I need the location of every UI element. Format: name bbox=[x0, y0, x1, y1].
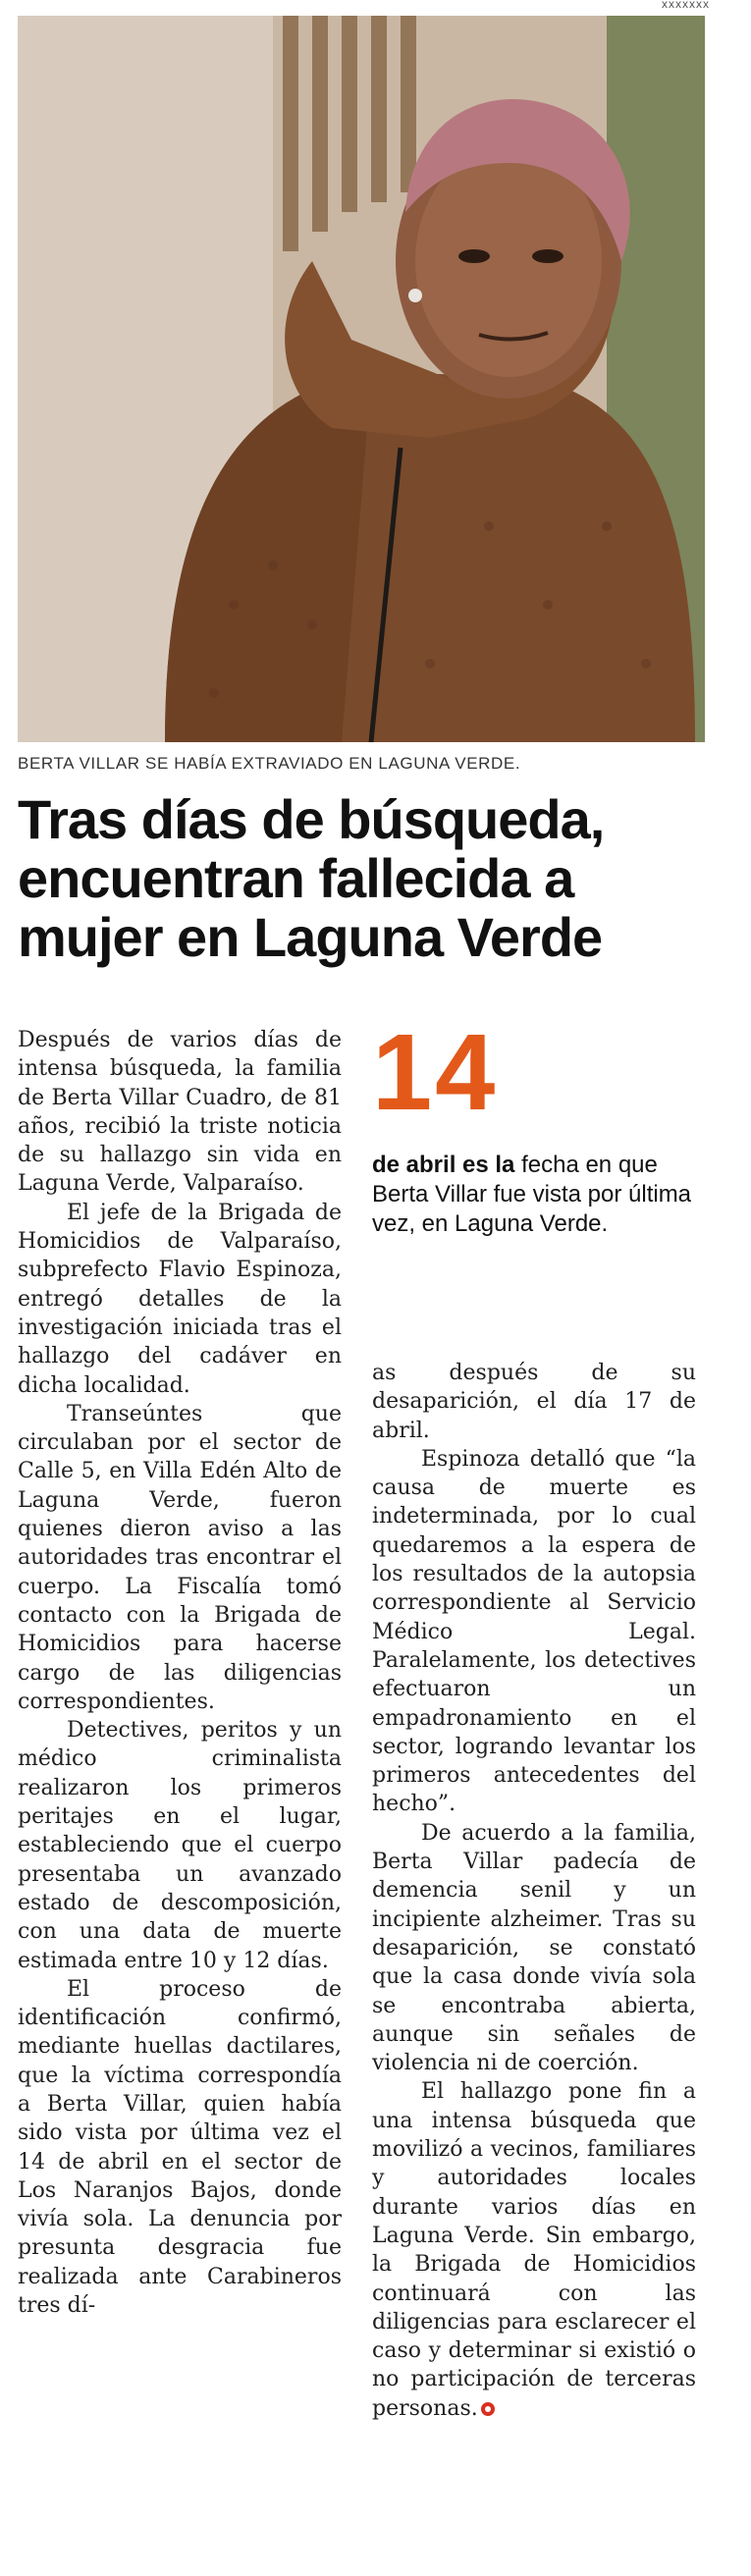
article-photo bbox=[18, 16, 705, 742]
photo-illustration bbox=[18, 16, 705, 742]
paragraph: as después de su desaparición, el día 17 de abril. bbox=[372, 1361, 696, 1443]
highlight-bold-text: de abril es la bbox=[372, 1152, 515, 1178]
highlight-box bbox=[372, 1012, 706, 1239]
paragraph: Detectives, peritos y un médico criminalista realizaron los primeros peritajes en el lugar, estableciendo que el cuerpo presentaba un avanzado estado de descomposición, con una data de muerte estimada entre 10 y 12 días. bbox=[18, 1718, 342, 1973]
right-column bbox=[372, 1359, 696, 2423]
paragraph-last bbox=[372, 2077, 696, 2423]
headline-line-2: encuentran fallecida a bbox=[18, 847, 574, 909]
highlight-text bbox=[372, 1151, 706, 1239]
headline-line-3: mujer en Laguna Verde bbox=[18, 906, 603, 968]
photo-caption: BERTA VILLAR SE HABÍA EXTRAVIADO EN LAGUNA VERDE. bbox=[18, 754, 521, 773]
highlight-number: 14 bbox=[372, 1012, 499, 1133]
left-column bbox=[18, 1026, 342, 2320]
paragraph: El jefe de la Brigada de Homicidios de Valparaíso, subprefecto Flavio Espinoza, entregó detalles de la investigación iniciada tras el hallazgo del cadáver en dicha localidad. bbox=[18, 1200, 342, 1398]
headline-line-1: Tras días de búsqueda, bbox=[18, 788, 605, 850]
paragraph: El proceso de identificación confirmó, mediante huellas dactilares, que la víctima correspondía a Berta Villar, quien había sido vista por última vez el 14 de abril en el sector de Los Naranjos Bajos, donde vivía sola. La denuncia por presunta desgracia fue realizada ante Carabineros tres dí- bbox=[18, 1976, 342, 2319]
paragraph: Espinoza detalló que “la causa de muerte es indeterminada, por lo cual quedaremos a la espera de los resultados de la autopsia correspondiente al Servicio Médico Legal. Paralelamente, los detectives efectuaron un empadronamiento en el sector, logrando levantar los primeros antecedentes del hecho”. bbox=[372, 1446, 696, 1817]
page-header bbox=[0, 0, 751, 14]
page-header-tag: xxxxxxx bbox=[662, 0, 710, 11]
highlight-regular-text: fecha en que Berta Villar fue vista por última vez, en Laguna Verde. bbox=[372, 1152, 692, 1237]
end-mark-icon bbox=[481, 2402, 495, 2416]
paragraph: Transeúntes que circulaban por el sector de Calle 5, en Villa Edén Alto de Laguna Verde, fueron quienes dieron aviso a las autoridades tras encontrar el cuerpo. La Fiscalía tomó contacto con la Brigada de Homicidios para hacerse cargo de las diligencias correspondientes. bbox=[18, 1401, 342, 1714]
paragraph: De acuerdo a la familia, Berta Villar padecía de demencia senil y un incipiente alzheimer. Tras su desaparición, se constató que la casa donde vivía sola se encontraba abierta, aunque sin señales de violencia ni de coerción. bbox=[372, 1820, 696, 2076]
paragraph: Después de varios días de intensa búsqueda, la familia de Berta Villar Cuadro, de 81 años, recibió la triste noticia de su hallazgo sin vida en Laguna Verde, Valparaíso. bbox=[18, 1028, 342, 1197]
headline bbox=[18, 790, 734, 967]
paragraph-last-text: El hallazgo pone fin a una intensa búsqueda que movilizó a vecinos, familiares y autoridades locales durante varios días en Laguna Verde. Sin embargo, la Brigada de Homicidios continuará con las diligencias para esclarecer el caso y determinar si existió o no participación de terceras personas. bbox=[372, 2079, 696, 2421]
